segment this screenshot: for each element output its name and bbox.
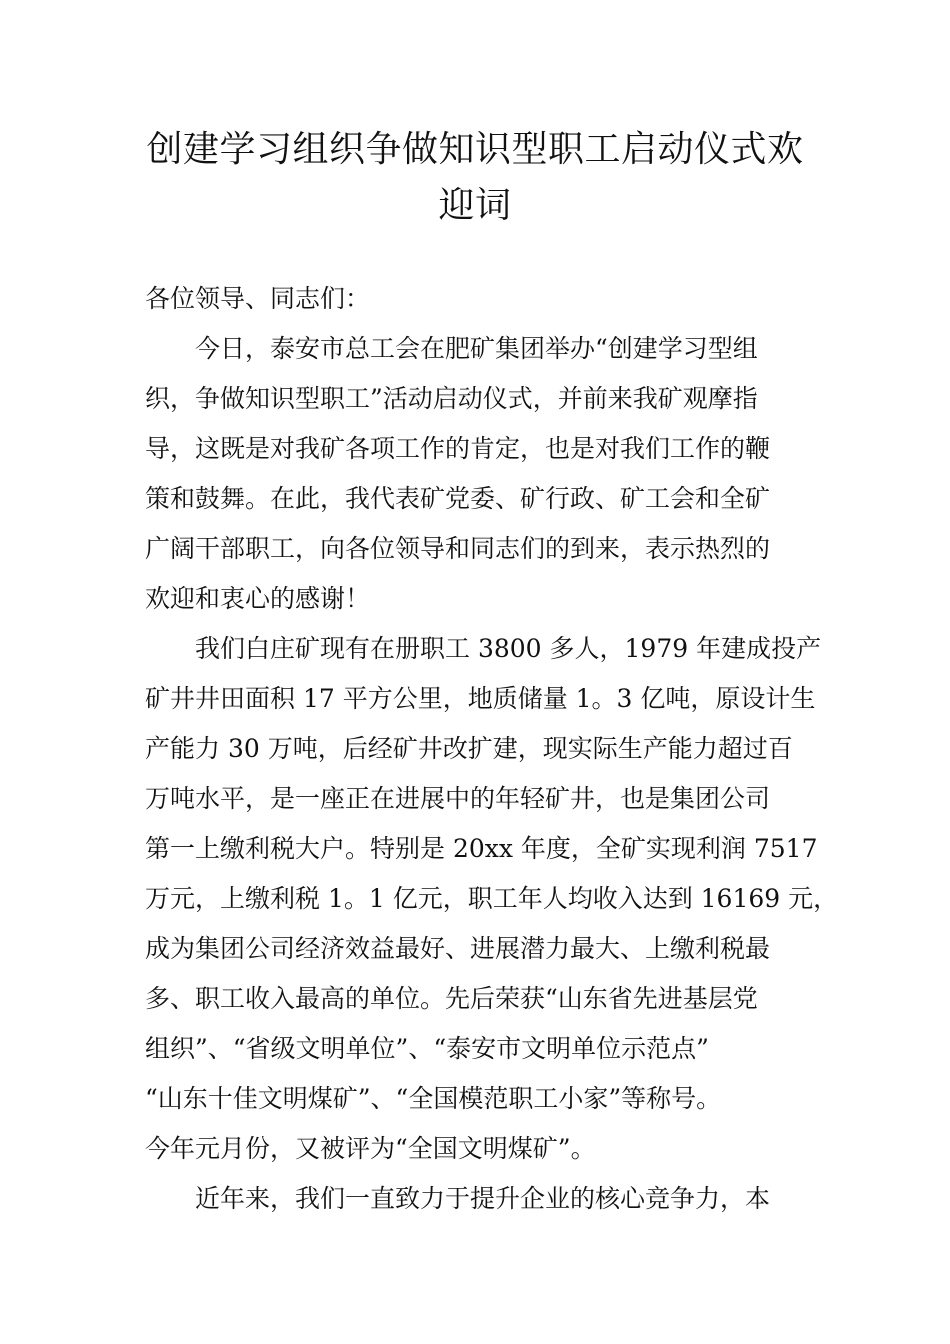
paragraph-line: 广阔干部职工，向各位领导和同志们的到来，表示热烈的 <box>145 534 771 563</box>
title-line-2: 迎词 <box>438 185 512 226</box>
paragraph-line: 近年来，我们一直致力于提升企业的核心竞争力，本 <box>195 1184 771 1213</box>
paragraph-line: 今年元月份，又被评为“全国文明煤矿”。 <box>145 1134 596 1163</box>
paragraph-line: “山东十佳文明煤矿”、“全国模范职工小家”等称号。 <box>145 1084 722 1113</box>
paragraph-line: 策和鼓舞。在此，我代表矿党委、矿行政、矿工会和全矿 <box>145 484 771 513</box>
title-line-1: 创建学习组织争做知识型职工启动仪式欢 <box>146 129 804 170</box>
paragraph-line: 第一上缴利税大户。特别是 20xx 年度，全矿实现利润 7517 <box>145 834 818 863</box>
paragraph-line: 欢迎和衷心的感谢！ <box>145 584 371 613</box>
paragraph-line: 万元，上缴利税 1。1 亿元，职工年人均收入达到 16169 元， <box>145 884 839 913</box>
document-body <box>145 274 839 1224</box>
document-title <box>120 122 830 234</box>
paragraph-1 <box>145 324 815 624</box>
paragraph-line: 组织”、“省级文明单位”、“泰安市文明单位示范点” <box>145 1034 709 1063</box>
paragraph-line: 矿井井田面积 17 平方公里，地质储量 1。3 亿吨，原设计生 <box>145 684 816 713</box>
paragraph-line: 今日，泰安市总工会在肥矿集团举办“创建学习型组 <box>195 334 758 363</box>
paragraph-line: 产能力 30 万吨，后经矿井改扩建，现实际生产能力超过百 <box>145 734 793 763</box>
paragraph-line: 成为集团公司经济效益最好、进展潜力最大、上缴利税最 <box>145 934 771 963</box>
paragraph-3 <box>145 1174 815 1224</box>
paragraph-line: 织，争做知识型职工”活动启动仪式，并前来我矿观摩指 <box>145 384 758 413</box>
paragraph-2 <box>145 624 839 1174</box>
paragraph-line: 万吨水平，是一座正在进展中的年轻矿井，也是集团公司 <box>145 784 771 813</box>
paragraph-line: 导，这既是对我矿各项工作的肯定，也是对我们工作的鞭 <box>145 434 771 463</box>
paragraph-line: 我们白庄矿现有在册职工 3800 多人，1979 年建成投产 <box>195 634 822 663</box>
salutation: 各位领导、同志们： <box>145 284 371 313</box>
paragraph-line: 多、职工收入最高的单位。先后荣获“山东省先进基层党 <box>145 984 758 1013</box>
